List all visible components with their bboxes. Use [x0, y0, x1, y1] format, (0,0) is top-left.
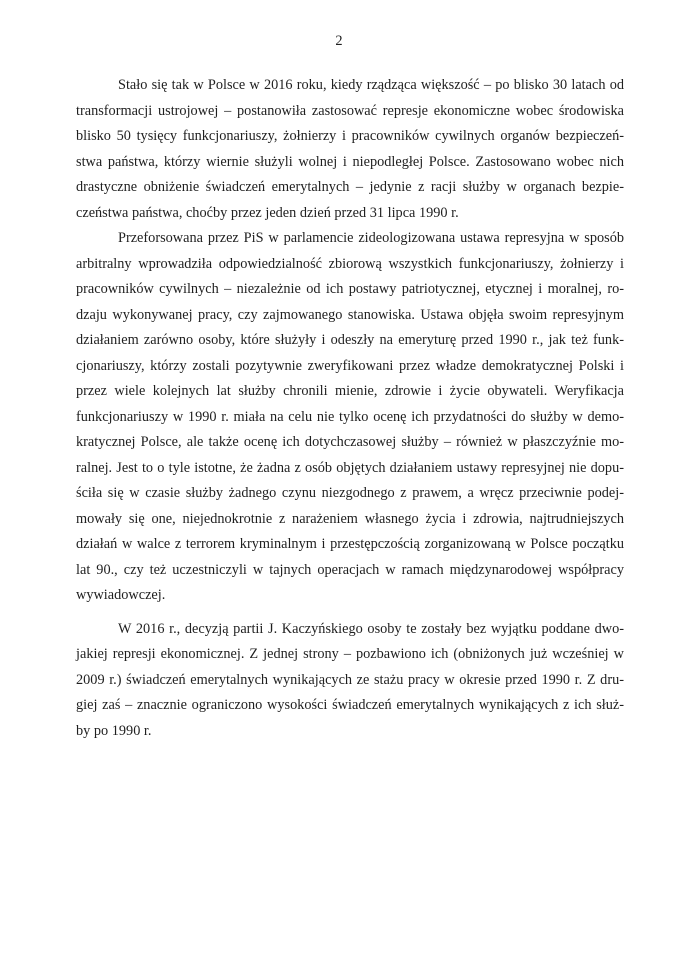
text-line: ściła się w czasie służby żadnego czynu niezgodnego z prawem, a wręcz przeciwnie podej- [76, 485, 624, 501]
text-line: kratycznej Polsce, ale także ocenę ich dotychczasowej służby – również w płaszczyźnie mo- [76, 434, 624, 450]
paragraph [76, 73, 624, 226]
paragraph [76, 617, 624, 745]
text-line: ralnej. Jest to o tyle istotne, że żadna z osób objętych działaniem ustawy represyjnej nie dopu- [76, 459, 624, 476]
text-line: Stało się tak w Polsce w 2016 roku, kiedy rządząca większość – po blisko 30 latach od [118, 77, 624, 93]
page-number: 2 [335, 33, 343, 49]
text-line: mowały się one, niejednokrotnie z narażeniem własnego życia i zdrowia, najtrudniejszych [76, 510, 624, 527]
text-line: W 2016 r., decyzją partii J. Kaczyńskiego osoby te zostały bez wyjątku poddane dwo- [118, 620, 624, 637]
text-line: Przeforsowana przez PiS w parlamencie zideologizowana ustawa represyjna w sposób [118, 230, 624, 246]
text-line: arbitralny wprowadziła odpowiedzialność zbiorową wszystkich funkcjonariuszy, żołnierzy i [76, 255, 624, 272]
text-line: funkcjonariuszy w 1990 r. miała na celu nie tylko ocenę ich przydatności do służby w demo- [76, 408, 624, 425]
text-line: przez wiele kolejnych lat służby chronili mienie, zdrowie i życie obywateli. Weryfikacja [76, 383, 624, 399]
text-line: jakiej represji ekonomicznej. Z jednej strony – pozbawiono ich (obniżonych już wcześniej w [76, 646, 624, 662]
text-line: drastyczne obniżenie świadczeń emerytalnych – jedynie z racji służby w organach bezpie- [76, 179, 624, 195]
text-line: transformacji ustrojowej – postanowiła zastosować represje ekonomiczne wobec środowiska [76, 102, 624, 119]
text-line: czeństwa państwa, choćby przez jeden dzień przed 31 lipca 1990 r. [76, 204, 459, 221]
text-line: cjonariuszy, którzy zostali pozytywnie zweryfikowani przez władze demokratycznej Polski i [76, 357, 624, 374]
text-line: blisko 50 tysięcy funkcjonariuszy, żołnierzy i pracowników cywilnych organów bezpieczeń- [76, 128, 624, 144]
text-line: wywiadowczej. [76, 587, 166, 603]
document-body [76, 73, 624, 744]
text-line: pracowników cywilnych – niezależnie od ich postawy patriotycznej, etycznej i moralnej, ro- [76, 281, 624, 297]
text-line: lat 90., czy też uczestniczyli w tajnych operacjach w ramach międzynarodowej współpracy [76, 561, 624, 578]
paragraph [76, 226, 624, 609]
text-line: działań w walce z terrorem kryminalnym i przestępczością zorganizowaną w Polsce początku [76, 536, 624, 552]
text-line: 2009 r.) świadczeń emerytalnych wynikających ze stażu pracy w okresie przed 1990 r. Z dru- [76, 671, 624, 688]
text-line: działaniem zarówno osoby, które służyły i odeszły na emeryturę przed 1990 r., jak też funk- [76, 332, 624, 348]
text-line: by po 1990 r. [76, 722, 152, 739]
text-line: giej zaś – znacznie ograniczono wysokości świadczeń emerytalnych wynikających z ich służ- [76, 697, 624, 713]
text-line: stwa państwa, którzy wiernie służyli wolnej i niepodległej Polsce. Zastosowano wobec nich [76, 153, 624, 170]
text-line: dzaju wykonywanej pracy, czy zajmowanego stanowiska. Ustawa objęła swoim represyjnym [76, 306, 624, 323]
